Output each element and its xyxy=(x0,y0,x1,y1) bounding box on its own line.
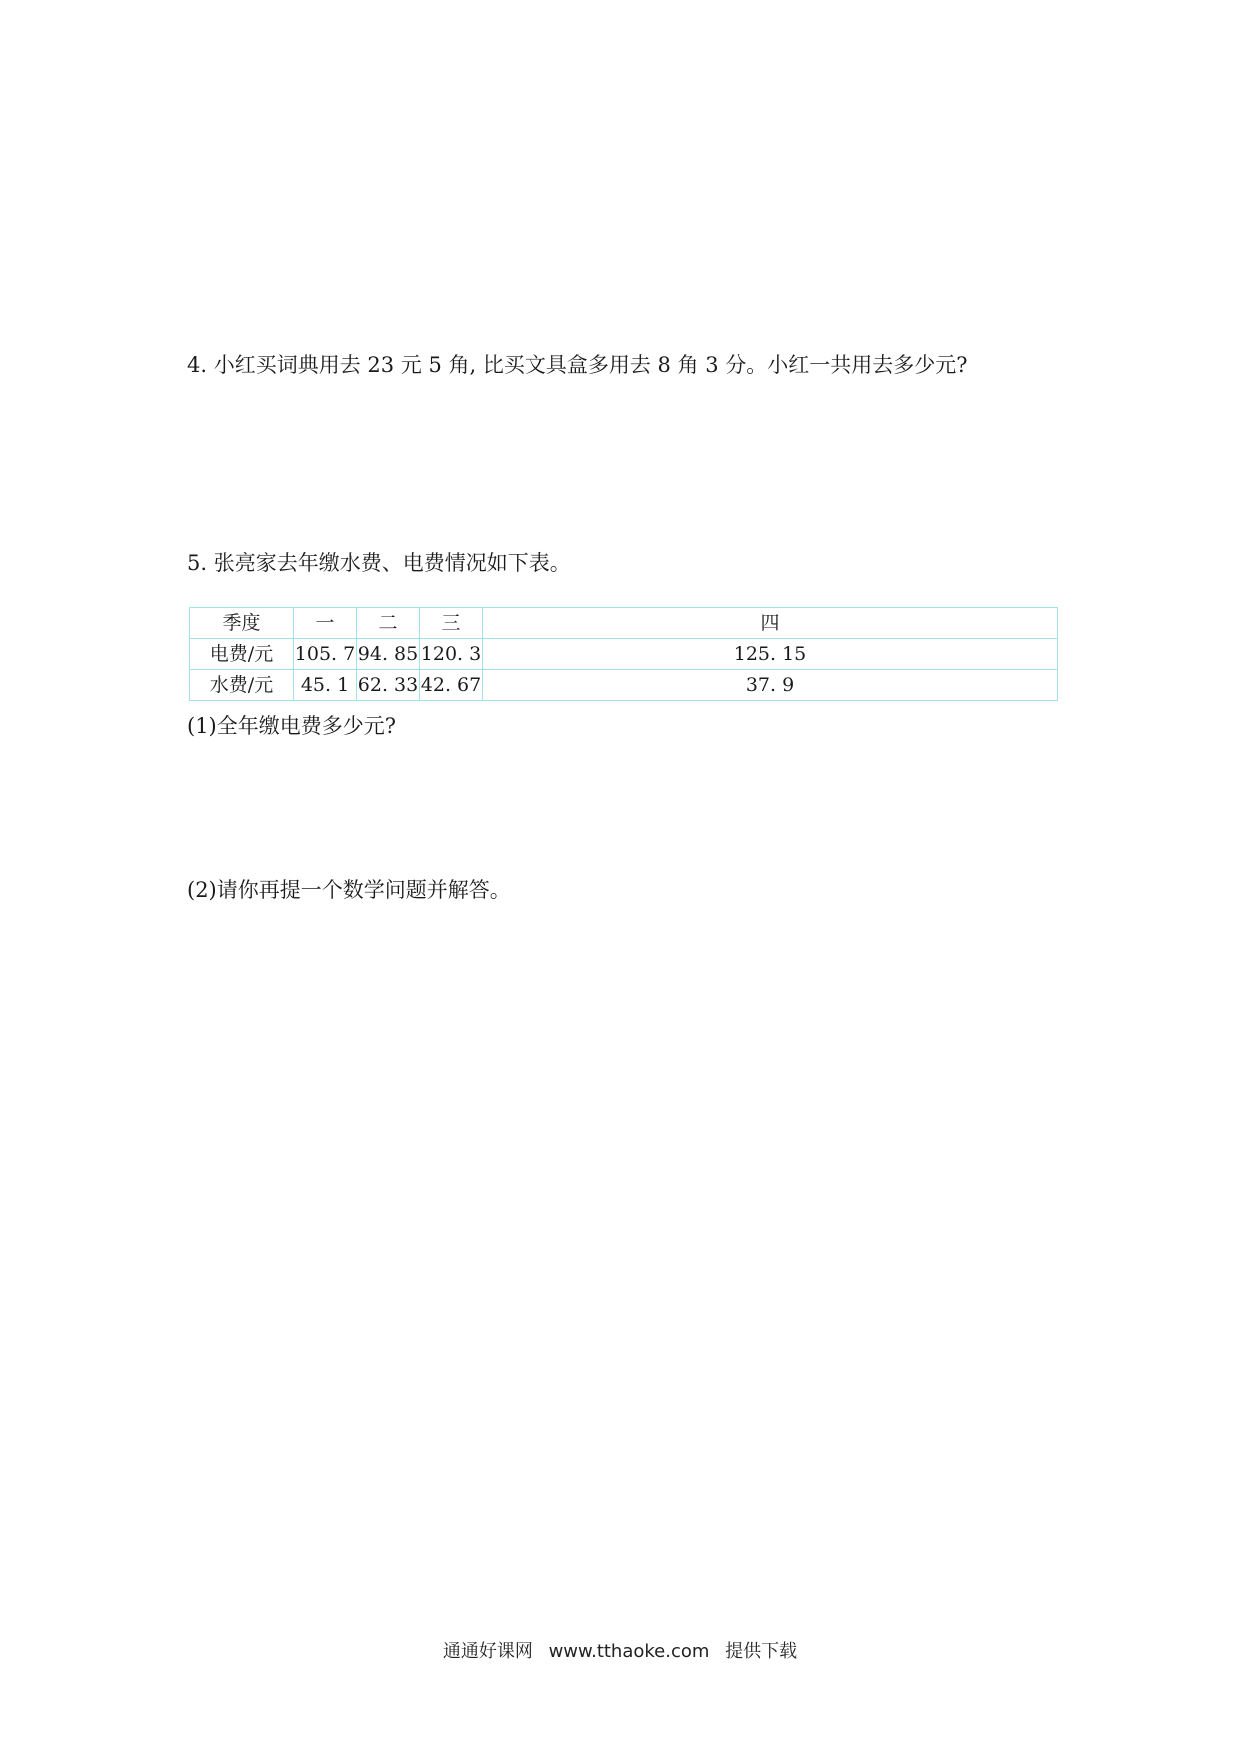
table-header-row xyxy=(190,608,1058,639)
table-cell: 62. 33 xyxy=(357,670,420,701)
table-cell: 120. 3 xyxy=(420,639,483,670)
table-row xyxy=(190,670,1058,701)
fee-table xyxy=(189,607,1058,701)
table-cell: 电费/元 xyxy=(190,639,294,670)
question-5: 5. 张亮家去年缴水费、电费情况如下表。 xyxy=(187,551,571,575)
table-header-cell: 一 xyxy=(294,608,357,639)
table-cell: 105. 7 xyxy=(294,639,357,670)
table-header-cell: 二 xyxy=(357,608,420,639)
page-footer xyxy=(0,1637,1240,1663)
table-cell: 37. 9 xyxy=(483,670,1058,701)
footer-suffix: 提供下载 xyxy=(725,1641,798,1662)
table-cell: 94. 85 xyxy=(357,639,420,670)
footer-site-name: 通通好课网 xyxy=(442,1641,533,1662)
table-cell: 42. 67 xyxy=(420,670,483,701)
table-cell: 125. 15 xyxy=(483,639,1058,670)
table-header-cell: 四 xyxy=(483,608,1058,639)
question-5-part-2: (2)请你再提一个数学问题并解答。 xyxy=(187,878,511,902)
table-cell: 45. 1 xyxy=(294,670,357,701)
question-4: 4. 小红买词典用去 23 元 5 角, 比买文具盒多用去 8 角 3 分。小红一共用去多少元? xyxy=(187,353,968,377)
table-header-cell: 三 xyxy=(420,608,483,639)
footer-url[interactable]: www.tthaoke.com xyxy=(548,1641,710,1662)
question-5-part-1: (1)全年缴电费多少元? xyxy=(187,714,397,738)
table-row xyxy=(190,639,1058,670)
table-header-cell: 季度 xyxy=(190,608,294,639)
table-cell: 水费/元 xyxy=(190,670,294,701)
